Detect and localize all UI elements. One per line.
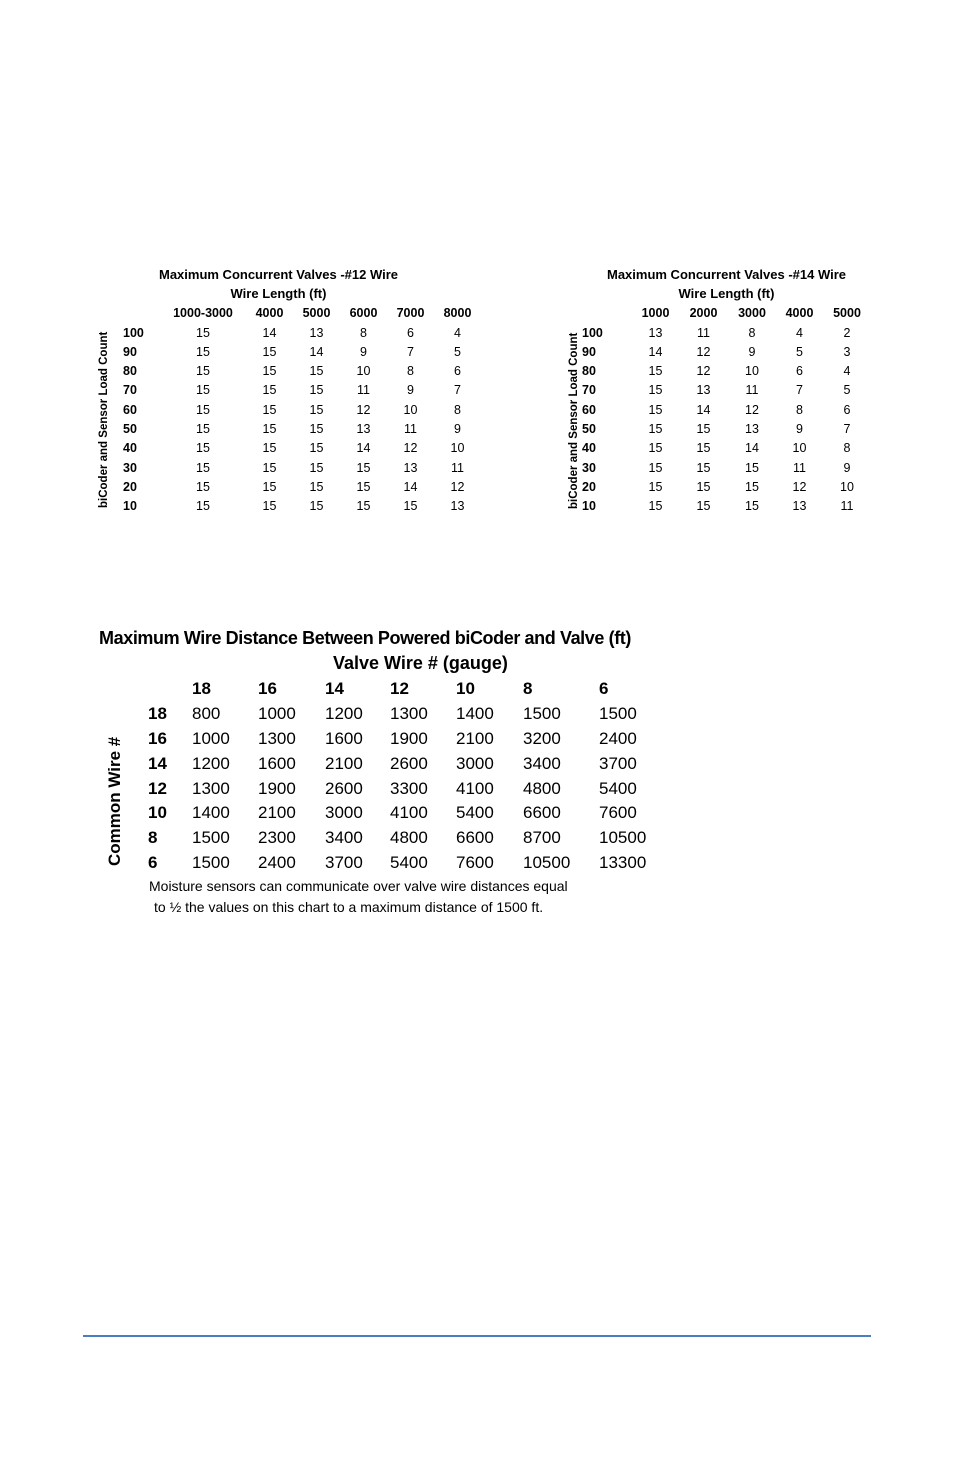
table12-cell: 15 bbox=[309, 364, 324, 379]
table12-cell: 15 bbox=[196, 441, 210, 456]
distance-cell: 13300 bbox=[599, 852, 647, 872]
table14-cell: 4 bbox=[796, 325, 803, 340]
distance-cell: 1300 bbox=[390, 704, 428, 724]
table14-row bbox=[582, 477, 871, 496]
distance-cell: 3200 bbox=[523, 728, 561, 748]
table12-cell: 15 bbox=[262, 383, 277, 398]
table14-cell: 15 bbox=[648, 422, 663, 437]
table14-cell: 9 bbox=[748, 344, 756, 359]
table14-row-label: 40 bbox=[582, 441, 596, 456]
table12-cell: 15 bbox=[356, 499, 371, 514]
table14-cell: 13 bbox=[696, 383, 711, 398]
table12-cell: 9 bbox=[407, 383, 414, 398]
table12-row bbox=[123, 323, 481, 342]
distance-note-line2: to ½ the values on this chart to a maximum distance of 1500 ft. bbox=[154, 899, 544, 915]
distance-cell: 2400 bbox=[258, 852, 296, 872]
table14-cell: 2 bbox=[843, 325, 851, 340]
table14-cell: 11 bbox=[840, 499, 854, 514]
table14-row-label: 90 bbox=[582, 344, 596, 359]
table14-cell: 12 bbox=[745, 402, 759, 417]
table12-row bbox=[123, 342, 481, 361]
table12-row-label: 10 bbox=[123, 499, 137, 514]
footer-rule bbox=[83, 1335, 871, 1337]
distance-side-label: Common Wire # bbox=[105, 736, 124, 866]
table12-cell: 15 bbox=[309, 499, 324, 514]
table14-cell: 15 bbox=[696, 499, 711, 514]
distance-cell: 1400 bbox=[192, 803, 230, 823]
table14-body bbox=[582, 323, 871, 516]
distance-cell: 4800 bbox=[390, 828, 428, 848]
table12-cell: 15 bbox=[196, 344, 210, 359]
table12-body bbox=[123, 323, 481, 516]
distance-col-header: 10 bbox=[456, 679, 475, 699]
table14-cell: 15 bbox=[745, 460, 759, 475]
table14-cell: 6 bbox=[796, 364, 803, 379]
table12-cell: 15 bbox=[262, 422, 277, 437]
table12-cell: 9 bbox=[454, 422, 461, 437]
distance-cell: 3000 bbox=[456, 753, 494, 773]
table14-cell: 15 bbox=[745, 479, 759, 494]
distance-cell: 800 bbox=[192, 704, 221, 724]
table12-row-label: 60 bbox=[123, 402, 137, 417]
table14-cell: 15 bbox=[648, 441, 663, 456]
table12-cell: 13 bbox=[450, 499, 465, 514]
distance-cell: 3700 bbox=[599, 753, 637, 773]
table14-row bbox=[582, 497, 871, 516]
table14-row bbox=[582, 419, 871, 438]
table14-cell: 15 bbox=[696, 479, 711, 494]
table12-col-header: 8000 bbox=[443, 306, 472, 321]
table12-row bbox=[123, 477, 481, 496]
table12-cell: 15 bbox=[262, 460, 277, 475]
table14-cell: 15 bbox=[648, 460, 663, 475]
distance-row bbox=[148, 851, 659, 876]
table12-row-label: 20 bbox=[123, 479, 137, 494]
distance-cell: 4100 bbox=[456, 778, 494, 798]
table14-row-label: 70 bbox=[582, 383, 596, 398]
table14-cell: 12 bbox=[792, 479, 807, 494]
table14-cell: 15 bbox=[648, 364, 663, 379]
table12-cell: 11 bbox=[451, 460, 464, 475]
table14-cell: 3 bbox=[843, 344, 851, 359]
table14-subtitle: Wire Length (ft) bbox=[678, 286, 775, 302]
distance-cell: 6600 bbox=[456, 828, 494, 848]
distance-cell: 2600 bbox=[390, 753, 428, 773]
table14-cell: 8 bbox=[748, 325, 756, 340]
table12-cell: 15 bbox=[196, 364, 210, 379]
distance-cell: 1500 bbox=[599, 704, 637, 724]
table12-cell: 6 bbox=[454, 364, 461, 379]
table12-cell: 15 bbox=[309, 422, 324, 437]
table14-cell: 11 bbox=[745, 383, 759, 398]
table12-cell: 7 bbox=[454, 383, 461, 398]
table12-row-label: 70 bbox=[123, 383, 137, 398]
table12-cell: 8 bbox=[454, 402, 461, 417]
table14-cell: 8 bbox=[843, 441, 851, 456]
table12-cell: 4 bbox=[454, 325, 461, 340]
distance-cell: 5400 bbox=[456, 803, 494, 823]
table12-cell: 8 bbox=[407, 364, 414, 379]
table12-row bbox=[123, 361, 481, 380]
table14-row-label: 60 bbox=[582, 402, 596, 417]
table14-title: Maximum Concurrent Valves -#14 Wire bbox=[606, 267, 847, 283]
distance-row-label: 18 bbox=[148, 704, 167, 724]
table12-row bbox=[123, 400, 481, 419]
distance-cell: 10500 bbox=[523, 852, 571, 872]
table14-cell: 6 bbox=[843, 402, 851, 417]
table14-row bbox=[582, 323, 871, 342]
table12-row bbox=[123, 419, 481, 438]
distance-cell: 3300 bbox=[390, 778, 428, 798]
table14-row-label: 100 bbox=[582, 325, 603, 340]
table14-cell: 12 bbox=[696, 364, 711, 379]
distance-row bbox=[148, 702, 659, 727]
distance-header-row bbox=[148, 677, 659, 702]
table12-cell: 15 bbox=[196, 383, 210, 398]
table12-row bbox=[123, 439, 481, 458]
table14-side-label: biCoder and Sensor Load Count bbox=[568, 332, 580, 509]
table12 bbox=[123, 265, 481, 516]
table14-row-label: 20 bbox=[582, 479, 596, 494]
distance-cell: 4100 bbox=[390, 803, 428, 823]
table12-cell: 12 bbox=[403, 441, 418, 456]
table12-col-header: 5000 bbox=[302, 306, 331, 321]
table12-cell: 15 bbox=[356, 479, 371, 494]
table14-row bbox=[582, 400, 871, 419]
table12-cell: 11 bbox=[357, 383, 370, 398]
table14-cell: 15 bbox=[648, 499, 663, 514]
distance-cell: 1900 bbox=[258, 778, 296, 798]
table12-row-label: 30 bbox=[123, 460, 137, 475]
table12-cell: 15 bbox=[196, 422, 210, 437]
table12-cell: 10 bbox=[403, 402, 418, 417]
distance-cell: 3700 bbox=[325, 852, 363, 872]
distance-note-line1: Moisture sensors can communicate over valve wire distances equal bbox=[149, 878, 568, 894]
distance-cell: 1300 bbox=[258, 728, 296, 748]
table14-col-header: 3000 bbox=[738, 306, 766, 321]
table14-row bbox=[582, 458, 871, 477]
distance-cell: 1600 bbox=[258, 753, 296, 773]
table12-row bbox=[123, 381, 481, 400]
table12-cell: 15 bbox=[262, 499, 277, 514]
distance-cell: 1500 bbox=[523, 704, 561, 724]
table12-cell: 15 bbox=[262, 364, 277, 379]
table14-row-label: 10 bbox=[582, 499, 596, 514]
table12-cell: 12 bbox=[450, 479, 465, 494]
table12-cell: 14 bbox=[356, 441, 371, 456]
distance-cell: 5400 bbox=[599, 778, 637, 798]
distance-cell: 1200 bbox=[192, 753, 230, 773]
table12-cell: 14 bbox=[309, 344, 324, 359]
distance-row-label: 8 bbox=[148, 828, 158, 848]
distance-cell: 4800 bbox=[523, 778, 561, 798]
table12-col-header: 6000 bbox=[349, 306, 378, 321]
table12-cell: 15 bbox=[196, 460, 210, 475]
table12-cell: 13 bbox=[309, 325, 324, 340]
table12-side-label: biCoder and Sensor Load Count bbox=[98, 331, 110, 508]
table12-row-label: 100 bbox=[123, 325, 144, 340]
distance-row bbox=[148, 801, 659, 826]
table12-title: Maximum Concurrent Valves -#12 Wire bbox=[158, 267, 399, 283]
table14-cell: 11 bbox=[697, 325, 710, 340]
distance-row bbox=[148, 727, 659, 752]
table12-cell: 15 bbox=[403, 499, 418, 514]
distance-cell: 8700 bbox=[523, 828, 561, 848]
distance-subtitle: Valve Wire # (gauge) bbox=[333, 653, 508, 673]
distance-cell: 2100 bbox=[325, 753, 363, 773]
table14-cell: 5 bbox=[843, 383, 851, 398]
distance-cell: 2300 bbox=[258, 828, 296, 848]
table14-header-row bbox=[582, 304, 871, 323]
table12-subtitle: Wire Length (ft) bbox=[230, 286, 327, 302]
table12-cell: 9 bbox=[360, 344, 367, 359]
table14-cell: 15 bbox=[745, 499, 759, 514]
table12-row bbox=[123, 497, 481, 516]
table12-cell: 15 bbox=[356, 460, 371, 475]
table14-cell: 13 bbox=[792, 499, 807, 514]
distance-row bbox=[148, 826, 659, 851]
table12-cell: 10 bbox=[356, 364, 371, 379]
table14-cell: 14 bbox=[696, 402, 711, 417]
distance-row-label: 6 bbox=[148, 852, 158, 872]
table14-row-label: 80 bbox=[582, 364, 596, 379]
distance-cell: 3400 bbox=[325, 828, 363, 848]
table12-cell: 13 bbox=[403, 460, 418, 475]
distance-body bbox=[148, 702, 659, 876]
table14-cell: 12 bbox=[696, 344, 711, 359]
table12-cell: 6 bbox=[407, 325, 414, 340]
table12-col-header: 7000 bbox=[396, 306, 425, 321]
distance-cell: 1300 bbox=[192, 778, 230, 798]
table14-cell: 11 bbox=[793, 460, 806, 475]
table12-cell: 8 bbox=[360, 325, 367, 340]
distance-col-header: 14 bbox=[325, 679, 344, 699]
distance-row-label: 14 bbox=[148, 753, 167, 773]
distance-col-header: 8 bbox=[523, 679, 533, 699]
distance-cell: 1000 bbox=[258, 704, 296, 724]
distance-row-label: 16 bbox=[148, 728, 167, 748]
table14-cell: 14 bbox=[648, 344, 663, 359]
table12-cell: 15 bbox=[262, 441, 277, 456]
table12-cell: 11 bbox=[404, 422, 417, 437]
table14-row bbox=[582, 381, 871, 400]
distance-col-header: 12 bbox=[390, 679, 409, 699]
distance-cell: 1900 bbox=[390, 728, 428, 748]
distance-col-header: 6 bbox=[599, 679, 609, 699]
distance-cell: 3400 bbox=[523, 753, 561, 773]
distance-row-label: 12 bbox=[148, 778, 167, 798]
distance-row bbox=[148, 776, 659, 801]
distance-cell: 10500 bbox=[599, 828, 647, 848]
table12-header-row bbox=[123, 304, 481, 323]
distance-cell: 7600 bbox=[456, 852, 494, 872]
distance-col-header: 16 bbox=[258, 679, 277, 699]
table14-cell: 15 bbox=[648, 479, 663, 494]
distance-row-label: 10 bbox=[148, 803, 167, 823]
table14-row-label: 50 bbox=[582, 422, 596, 437]
table14-col-header: 1000 bbox=[641, 306, 670, 321]
table12-cell: 15 bbox=[309, 383, 324, 398]
table14-row bbox=[582, 342, 871, 361]
distance-cell: 3000 bbox=[325, 803, 363, 823]
distance-cell: 6600 bbox=[523, 803, 561, 823]
distance-table bbox=[148, 677, 659, 875]
distance-cell: 1600 bbox=[325, 728, 363, 748]
distance-cell: 7600 bbox=[599, 803, 637, 823]
table14-col-header: 2000 bbox=[689, 306, 718, 321]
table14-cell: 15 bbox=[648, 383, 663, 398]
table12-cell: 13 bbox=[356, 422, 371, 437]
table14-cell: 15 bbox=[696, 460, 711, 475]
table12-cell: 12 bbox=[356, 402, 371, 417]
table12-row-label: 50 bbox=[123, 422, 137, 437]
table12-cell: 15 bbox=[196, 499, 210, 514]
distance-cell: 2600 bbox=[325, 778, 363, 798]
table14 bbox=[582, 265, 871, 516]
distance-cell: 2400 bbox=[599, 728, 637, 748]
table12-cell: 15 bbox=[196, 479, 210, 494]
table12-row-label: 80 bbox=[123, 364, 137, 379]
table12-cell: 15 bbox=[262, 344, 277, 359]
table12-cell: 15 bbox=[309, 460, 324, 475]
table12-cell: 14 bbox=[262, 325, 277, 340]
table12-cell: 15 bbox=[309, 479, 324, 494]
table14-cell: 13 bbox=[648, 325, 663, 340]
table14-cell: 7 bbox=[796, 383, 803, 398]
table12-row-label: 90 bbox=[123, 344, 137, 359]
table14-cell: 10 bbox=[840, 479, 854, 494]
table12-row bbox=[123, 458, 481, 477]
table14-row bbox=[582, 361, 871, 380]
distance-cell: 1500 bbox=[192, 852, 230, 872]
table12-cell: 10 bbox=[450, 441, 465, 456]
table12-cell: 15 bbox=[262, 479, 277, 494]
distance-title: Maximum Wire Distance Between Powered biCoder and Valve (ft) bbox=[99, 628, 631, 648]
table14-col-header: 4000 bbox=[785, 306, 814, 321]
distance-cell: 1400 bbox=[456, 704, 494, 724]
table14-cell: 15 bbox=[648, 402, 663, 417]
table12-cell: 15 bbox=[196, 325, 210, 340]
table12-cell: 15 bbox=[309, 402, 324, 417]
table14-cell: 15 bbox=[696, 422, 711, 437]
table14-cell: 9 bbox=[843, 460, 851, 475]
table14-cell: 10 bbox=[745, 364, 759, 379]
table12-row-label: 40 bbox=[123, 441, 137, 456]
table14-cell: 10 bbox=[792, 441, 807, 456]
distance-row bbox=[148, 751, 659, 776]
table12-cell: 14 bbox=[403, 479, 418, 494]
table14-cell: 9 bbox=[796, 422, 803, 437]
table14-cell: 8 bbox=[796, 402, 803, 417]
table12-col-header: 1000-3000 bbox=[173, 306, 233, 321]
table12-cell: 15 bbox=[309, 441, 324, 456]
table14-row bbox=[582, 439, 871, 458]
distance-col-header: 18 bbox=[192, 679, 211, 699]
table12-cell: 15 bbox=[262, 402, 277, 417]
table12-cell: 7 bbox=[407, 344, 414, 359]
distance-cell: 5400 bbox=[390, 852, 428, 872]
table14-row-label: 30 bbox=[582, 460, 596, 475]
distance-cell: 1000 bbox=[192, 728, 230, 748]
distance-cell: 1500 bbox=[192, 828, 230, 848]
distance-cell: 2100 bbox=[258, 803, 296, 823]
table14-cell: 4 bbox=[843, 364, 851, 379]
table14-cell: 13 bbox=[745, 422, 759, 437]
table14-cell: 7 bbox=[843, 422, 851, 437]
table12-cell: 5 bbox=[454, 344, 461, 359]
distance-cell: 2100 bbox=[456, 728, 494, 748]
distance-cell: 1200 bbox=[325, 704, 363, 724]
table14-col-header: 5000 bbox=[833, 306, 861, 321]
table14-cell: 15 bbox=[696, 441, 711, 456]
table14-cell: 5 bbox=[796, 344, 803, 359]
table14-cell: 14 bbox=[745, 441, 759, 456]
table12-cell: 15 bbox=[196, 402, 210, 417]
table12-col-header: 4000 bbox=[255, 306, 284, 321]
